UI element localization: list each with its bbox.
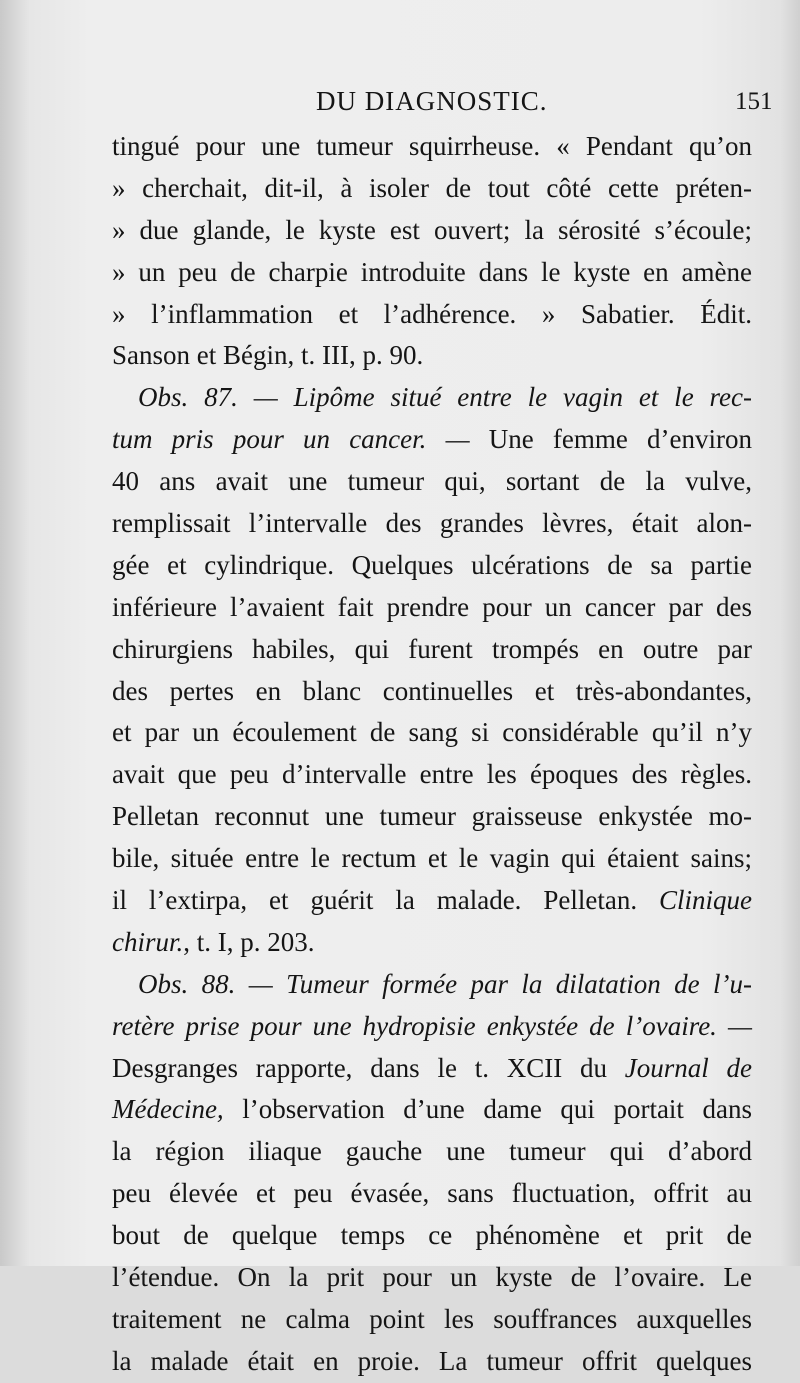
text-line bbox=[112, 587, 752, 629]
text-run: bile, située entre le rectum et le vagin qui étaient sains; bbox=[112, 843, 752, 874]
text-run: Desgranges rapporte, dans le t. XCII du bbox=[112, 1052, 625, 1083]
text-run: remplissait l’intervalle des grandes lèvres, était alon- bbox=[112, 508, 752, 539]
text-line bbox=[112, 629, 752, 671]
text-line bbox=[112, 419, 752, 461]
italic-text: Obs. 87. — Lipôme situé entre le vagin et le rec- bbox=[138, 382, 752, 413]
text-line bbox=[112, 294, 752, 336]
text-line bbox=[112, 126, 752, 168]
italic-text: Médecine, bbox=[112, 1094, 224, 1125]
text-line bbox=[112, 461, 752, 503]
text-run: » cherchait, dit-il, à isoler de tout côté cette préten- bbox=[112, 172, 752, 203]
text-line bbox=[112, 1173, 752, 1215]
text-run: l’observation d’une dame qui portait dans bbox=[223, 1094, 752, 1125]
text-run: avait que peu d’intervalle entre les époques des règles. bbox=[112, 759, 752, 790]
italic-text: Journal de bbox=[624, 1052, 752, 1083]
running-title: DU DIAGNOSTIC. bbox=[316, 86, 548, 116]
text-line bbox=[112, 1048, 752, 1090]
text-run: inférieure l’avaient fait prendre pour un cancer par des bbox=[112, 591, 752, 622]
text-run: et par un écoulement de sang si considérable qu’il n’y bbox=[112, 717, 752, 748]
text-line bbox=[112, 1006, 752, 1048]
text-run: 40 ans avait une tumeur qui, sortant de la vulve, bbox=[112, 466, 752, 497]
text-line bbox=[112, 252, 752, 294]
text-run: , t. I, p. 203. bbox=[183, 926, 315, 957]
text-run: Une femme d’environ bbox=[488, 424, 752, 455]
text-line bbox=[112, 377, 752, 419]
text-run: tingué pour une tumeur squirrheuse. « Pendant qu’on bbox=[112, 131, 752, 161]
text-run: bout de quelque temps ce phénomène et prit de bbox=[112, 1220, 752, 1251]
text-line bbox=[112, 1257, 752, 1299]
text-line bbox=[112, 1131, 752, 1173]
text-run: la malade était en proie. La tumeur offrit quelques bbox=[112, 1345, 752, 1376]
text-run: » due glande, le kyste est ouvert; la sérosité s’écoule; bbox=[112, 214, 752, 245]
italic-text: Obs. 88. — Tumeur formée par la dilatation de l’u- bbox=[138, 968, 752, 999]
text-run: » l’inflammation et l’adhérence. » Sabatier. Édit. bbox=[112, 298, 752, 329]
page-number: 151 bbox=[735, 88, 773, 115]
text-line bbox=[112, 880, 752, 922]
text-run: il l’extirpa, et guérit la malade. Pelletan. bbox=[112, 885, 659, 916]
text-line bbox=[112, 796, 752, 838]
italic-text: tum pris pour un cancer. — bbox=[112, 424, 489, 455]
text-line bbox=[112, 168, 752, 210]
text-line bbox=[112, 671, 752, 713]
text-line bbox=[112, 838, 752, 880]
text-run: gée et cylindrique. Quelques ulcérations de sa partie bbox=[112, 549, 752, 580]
text-line bbox=[112, 503, 752, 545]
text-line bbox=[112, 210, 752, 252]
text-line bbox=[112, 1341, 752, 1383]
text-line bbox=[112, 335, 752, 377]
text-run: la région iliaque gauche une tumeur qui d’abord bbox=[112, 1136, 752, 1167]
text-run: des pertes en blanc continuelles et très-abondantes, bbox=[112, 675, 752, 706]
italic-text: retère prise pour une hydropisie enkystée de l’ovaire. — bbox=[112, 1010, 752, 1041]
body-text bbox=[112, 126, 752, 1383]
italic-text: chirur. bbox=[112, 926, 184, 957]
text-line bbox=[112, 964, 752, 1006]
text-run: peu élevée et peu évasée, sans fluctuation, offrit au bbox=[112, 1178, 752, 1209]
running-head bbox=[0, 86, 800, 126]
text-run: traitement ne calma point les souffrances auxquelles bbox=[112, 1303, 752, 1334]
text-run: » un peu de charpie introduite dans le kyste en amène bbox=[112, 256, 752, 287]
text-line bbox=[112, 754, 752, 796]
text-line bbox=[112, 712, 752, 754]
text-run: Sanson et Bégin, t. III, p. 90. bbox=[112, 340, 424, 371]
text-line bbox=[112, 1089, 752, 1131]
text-run: chirurgiens habiles, qui furent trompés en outre par bbox=[112, 633, 752, 664]
italic-text: Clinique bbox=[659, 885, 752, 916]
text-line bbox=[112, 922, 752, 964]
text-run: Pelletan reconnut une tumeur graisseuse enkystée mo- bbox=[112, 801, 752, 832]
text-run: l’étendue. On la prit pour un kyste de l’ovaire. Le bbox=[112, 1262, 752, 1293]
text-line bbox=[112, 1215, 752, 1257]
text-line bbox=[112, 1299, 752, 1341]
text-line bbox=[112, 545, 752, 587]
